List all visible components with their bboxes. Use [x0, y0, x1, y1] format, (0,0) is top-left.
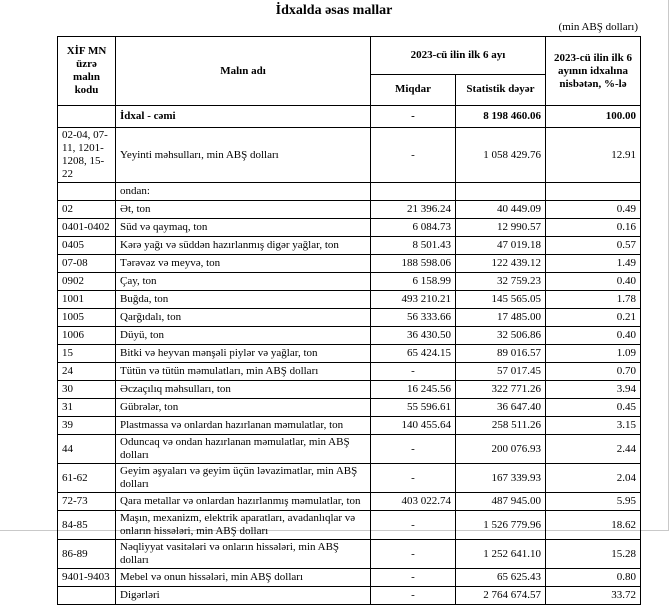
cell-share: 0.40: [546, 273, 641, 291]
cell-stat-value: 12 990.57: [456, 219, 546, 237]
cell-stat-value: 1 058 429.76: [456, 128, 546, 183]
cell-code: 84-85: [58, 511, 116, 540]
cell-share: 0.70: [546, 363, 641, 381]
table-body: [58, 106, 641, 605]
table-row: [58, 291, 641, 309]
cell-name: Geyim əşyaları və geyim üçün ləvazimatlar, min ABŞ dolları: [116, 464, 371, 493]
cell-share: 0.45: [546, 399, 641, 417]
cell-name: Qara metallar və onlardan hazırlanmış məmulatlar, ton: [116, 493, 371, 511]
cell-code: 72-73: [58, 493, 116, 511]
cell-stat-value: 36 647.40: [456, 399, 546, 417]
cell-quantity: -: [371, 128, 456, 183]
header-period: 2023-cü ilin ilk 6 ayı: [371, 37, 546, 75]
cell-stat-value: 32 759.23: [456, 273, 546, 291]
header-quantity: Miqdar: [371, 74, 456, 105]
cell-name: Yeyinti məhsulları, min ABŞ dolları: [116, 128, 371, 183]
cell-code: 0902: [58, 273, 116, 291]
imports-table: [57, 36, 641, 605]
table-row: [58, 183, 641, 201]
table-row: [58, 345, 641, 363]
cell-share: 0.16: [546, 219, 641, 237]
cell-code: 61-62: [58, 464, 116, 493]
cell-share: 0.40: [546, 327, 641, 345]
cell-share: 0.80: [546, 569, 641, 587]
cell-name: Nəqliyyat vasitələri və onların hissələri, min ABŞ dolları: [116, 540, 371, 569]
cell-stat-value: 89 016.57: [456, 345, 546, 363]
cell-share: 33.72: [546, 587, 641, 605]
table-row: [58, 309, 641, 327]
cell-stat-value: 322 771.26: [456, 381, 546, 399]
cell-stat-value: [456, 183, 546, 201]
cell-share: 1.49: [546, 255, 641, 273]
cell-name: Oduncaq və ondan hazırlanan məmulatlar, min ABŞ dolları: [116, 435, 371, 464]
cell-code: 30: [58, 381, 116, 399]
table-row: [58, 464, 641, 493]
cell-code: 1006: [58, 327, 116, 345]
cell-quantity: 6 158.99: [371, 273, 456, 291]
header-code: XİF MN üzrə malın kodu: [58, 37, 116, 106]
table-row: [58, 381, 641, 399]
page-title: İdxalda əsas mallar: [275, 3, 393, 18]
cell-code: 9401-9403: [58, 569, 116, 587]
cell-share: 12.91: [546, 128, 641, 183]
cell-share: [546, 183, 641, 201]
cell-stat-value: 32 506.86: [456, 327, 546, 345]
cell-name: Ət, ton: [116, 201, 371, 219]
cell-code: 07-08: [58, 255, 116, 273]
cell-quantity: 8 501.43: [371, 237, 456, 255]
table-row: [58, 201, 641, 219]
cell-quantity: -: [371, 363, 456, 381]
cell-name: Süd və qaymaq, ton: [116, 219, 371, 237]
cell-stat-value: 57 017.45: [456, 363, 546, 381]
cell-code: 0405: [58, 237, 116, 255]
cell-stat-value: 122 439.12: [456, 255, 546, 273]
cell-share: 15.28: [546, 540, 641, 569]
cell-share: 3.94: [546, 381, 641, 399]
table-row: [58, 540, 641, 569]
cell-share: 1.09: [546, 345, 641, 363]
cell-code: 39: [58, 417, 116, 435]
cell-share: 2.04: [546, 464, 641, 493]
table-row: [58, 435, 641, 464]
cell-quantity: 6 084.73: [371, 219, 456, 237]
cell-name: Buğda, ton: [116, 291, 371, 309]
cell-stat-value: 17 485.00: [456, 309, 546, 327]
cell-stat-value: 1 526 779.96: [456, 511, 546, 540]
table-row: [58, 587, 641, 605]
cell-code: [58, 587, 116, 605]
cell-quantity: 56 333.66: [371, 309, 456, 327]
table-row: [58, 493, 641, 511]
cell-share: 3.15: [546, 417, 641, 435]
cell-stat-value: 8 198 460.06: [456, 106, 546, 128]
cell-share: 0.49: [546, 201, 641, 219]
header-share: 2023-cü ilin ilk 6 ayının idxalına nisbətən, %-lə: [546, 37, 641, 106]
cell-stat-value: 145 565.05: [456, 291, 546, 309]
cell-name: Tərəvəz və meyvə, ton: [116, 255, 371, 273]
cell-name: Çay, ton: [116, 273, 371, 291]
table-row: [58, 106, 641, 128]
cell-share: 18.62: [546, 511, 641, 540]
cell-quantity: [371, 183, 456, 201]
cell-quantity: 55 596.61: [371, 399, 456, 417]
cell-name: Gübrələr, ton: [116, 399, 371, 417]
cell-quantity: 16 245.56: [371, 381, 456, 399]
table-header: [58, 37, 641, 106]
cell-name: Qarğıdalı, ton: [116, 309, 371, 327]
table-row: [58, 417, 641, 435]
cell-name: Maşın, mexanizm, elektrik aparatları, avadanlıqlar və onların hissələri, min ABŞ dolları: [116, 511, 371, 540]
cell-stat-value: 2 764 674.57: [456, 587, 546, 605]
cell-share: 0.21: [546, 309, 641, 327]
cell-quantity: -: [371, 464, 456, 493]
cell-quantity: -: [371, 540, 456, 569]
cell-quantity: 36 430.50: [371, 327, 456, 345]
cell-code: 1001: [58, 291, 116, 309]
cell-quantity: 21 396.24: [371, 201, 456, 219]
cell-name: Mebel və onun hissələri, min ABŞ dolları: [116, 569, 371, 587]
cell-code: [58, 183, 116, 201]
cell-code: [58, 106, 116, 128]
header-row-top: [58, 37, 641, 75]
cell-stat-value: 258 511.26: [456, 417, 546, 435]
cell-quantity: -: [371, 511, 456, 540]
table-row: [58, 273, 641, 291]
cell-code: 1005: [58, 309, 116, 327]
cell-name: ondan:: [116, 183, 371, 201]
cell-code: 02: [58, 201, 116, 219]
cell-code: 0401-0402: [58, 219, 116, 237]
cell-quantity: 188 598.06: [371, 255, 456, 273]
cell-code: 02-04, 07-11, 1201-1208, 15-22: [58, 128, 116, 183]
table-row: [58, 363, 641, 381]
cell-quantity: -: [371, 435, 456, 464]
cell-quantity: 403 022.74: [371, 493, 456, 511]
cell-name: Düyü, ton: [116, 327, 371, 345]
cell-name: Plastmassa və onlardan hazırlanan məmulatlar, ton: [116, 417, 371, 435]
table-row: [58, 237, 641, 255]
cell-quantity: 493 210.21: [371, 291, 456, 309]
cell-code: 86-89: [58, 540, 116, 569]
cell-quantity: -: [371, 106, 456, 128]
cell-quantity: 65 424.15: [371, 345, 456, 363]
cell-share: 2.44: [546, 435, 641, 464]
header-name: Malın adı: [116, 37, 371, 106]
cell-code: 44: [58, 435, 116, 464]
cell-quantity: 140 455.64: [371, 417, 456, 435]
cell-code: 15: [58, 345, 116, 363]
unit-note: (min ABŞ dolları): [558, 21, 638, 33]
table-row: [58, 219, 641, 237]
cell-stat-value: 167 339.93: [456, 464, 546, 493]
cell-stat-value: 65 625.43: [456, 569, 546, 587]
cell-quantity: -: [371, 587, 456, 605]
cell-share: 100.00: [546, 106, 641, 128]
cell-stat-value: 200 076.93: [456, 435, 546, 464]
cell-name: İdxal - cəmi: [116, 106, 371, 128]
cell-name: Tütün və tütün məmulatları, min ABŞ dolları: [116, 363, 371, 381]
cell-name: Bitki və heyvan mənşəli piylər və yağlar, ton: [116, 345, 371, 363]
cell-code: 31: [58, 399, 116, 417]
cell-share: 5.95: [546, 493, 641, 511]
cell-share: 1.78: [546, 291, 641, 309]
cell-stat-value: 487 945.00: [456, 493, 546, 511]
cell-stat-value: 40 449.09: [456, 201, 546, 219]
cell-quantity: -: [371, 569, 456, 587]
table-row: [58, 128, 641, 183]
cell-code: 24: [58, 363, 116, 381]
table-row: [58, 511, 641, 540]
cell-stat-value: 47 019.18: [456, 237, 546, 255]
table-row: [58, 569, 641, 587]
cell-name: Digərləri: [116, 587, 371, 605]
cell-stat-value: 1 252 641.10: [456, 540, 546, 569]
table-row: [58, 255, 641, 273]
table-row: [58, 327, 641, 345]
cell-name: Əczaçılıq məhsulları, ton: [116, 381, 371, 399]
cell-name: Kərə yağı və süddən hazırlanmış digər yağlar, ton: [116, 237, 371, 255]
cell-share: 0.57: [546, 237, 641, 255]
table-row: [58, 399, 641, 417]
header-stat-value: Statistik dəyər: [456, 74, 546, 105]
